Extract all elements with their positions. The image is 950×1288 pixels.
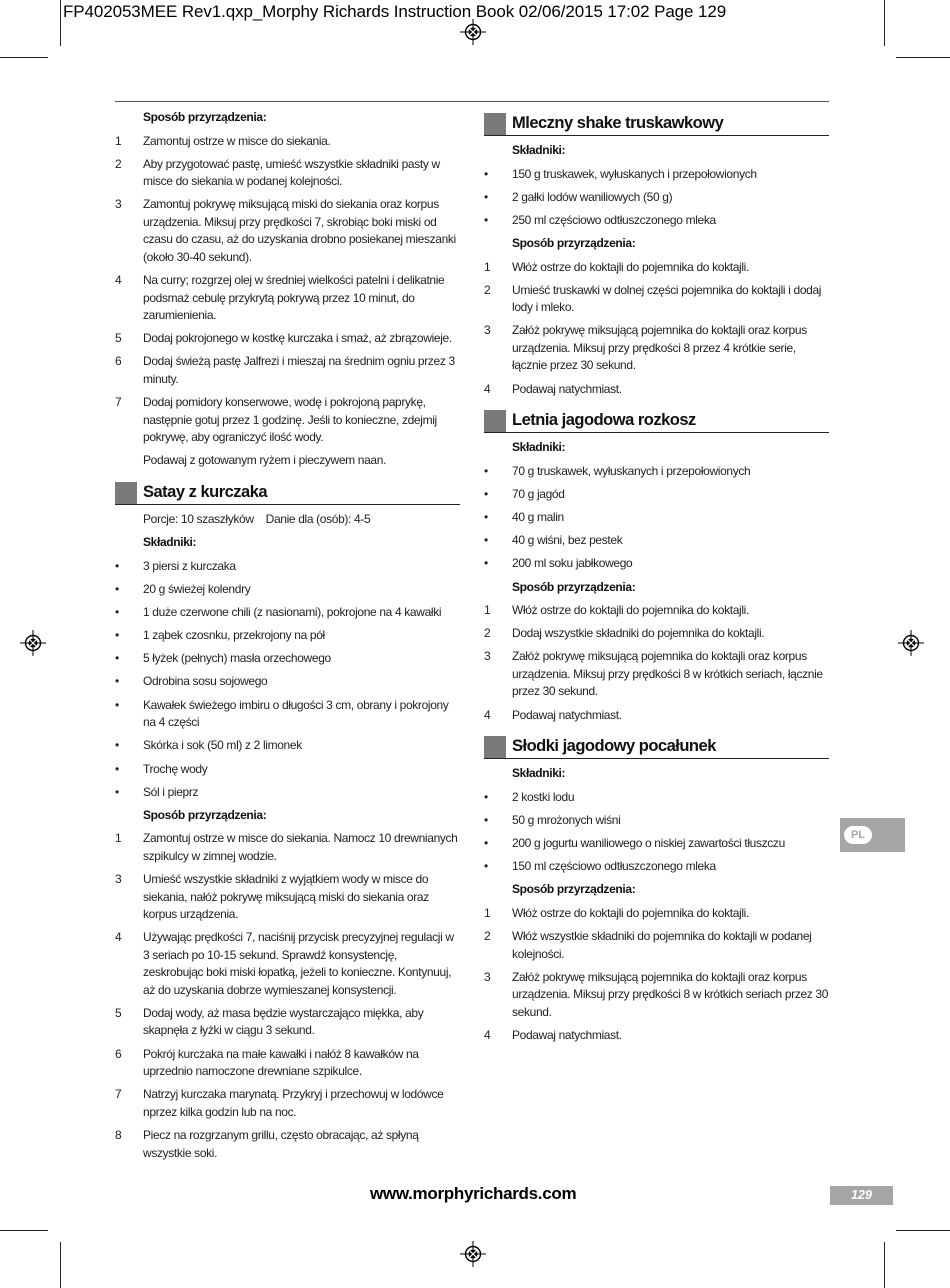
ingredient-text: 70 g truskawek, wyłuskanych i przepołowionych xyxy=(512,463,751,478)
step-text: Zamontuj pokrywę miksującą miski do siekania oraz korpus urządzenia. Miksuj przy prędkości 7, skrobiąc boki miski od czasu do czasu, aż do uzyskania drobno posiekanej mieszanki (około 30-40 sekund). xyxy=(143,197,456,264)
crop-mark xyxy=(884,1242,885,1288)
step-text: Włóż ostrze do koktajli do pojemnika do koktajli. xyxy=(512,905,749,920)
step-number: 4 xyxy=(115,930,122,945)
shake-steps xyxy=(484,259,829,399)
step-text: Dodaj pokrojonego w kostkę kurczaka i smaż, aż zbrązowieje. xyxy=(143,331,452,346)
method-heading: Sposób przyrządzenia: xyxy=(143,807,267,822)
ingredient-item xyxy=(484,835,829,853)
ingredients-heading: Składniki: xyxy=(143,535,197,549)
registration-mark-icon xyxy=(898,630,924,656)
footer-url: www.morphyrichards.com xyxy=(370,1184,577,1203)
left-column xyxy=(115,109,460,1168)
ingredient-text: 5 łyżek (pełnych) masła orzechowego xyxy=(143,651,331,666)
ingredient-item xyxy=(484,166,829,184)
crop-mark xyxy=(884,0,885,46)
section-title: Mleczny shake truskawkowy xyxy=(512,114,724,133)
ingredients-heading: Składniki: xyxy=(512,766,566,781)
bullet-icon: • xyxy=(115,628,119,643)
method-step xyxy=(115,1005,460,1040)
step-text: Włóż wszystkie składniki do pojemnika do koktajli w podanej kolejności. xyxy=(512,929,812,961)
method-step xyxy=(115,1046,460,1081)
section-marker xyxy=(484,736,506,758)
ingredient-text: 40 g malin xyxy=(512,510,564,524)
bullet-icon: • xyxy=(115,674,119,689)
step-text: Aby przygotować pastę, umieść wszystkie składniki pasty w misce do siekania w podanej kolejności. xyxy=(143,156,440,189)
section-marker xyxy=(484,410,506,432)
step-number: 7 xyxy=(115,395,122,410)
ingredient-text: 2 kostki lodu xyxy=(512,789,575,804)
step-number: 6 xyxy=(115,1046,122,1061)
step-number: 3 xyxy=(484,649,491,664)
method-heading: Sposób przyrządzenia: xyxy=(512,236,636,251)
crop-mark xyxy=(896,57,950,58)
portions-line: Porcje: 10 szaszłyków Danie dla (osób): 4-5 xyxy=(143,511,371,526)
step-number: 4 xyxy=(484,381,491,396)
ingredient-item xyxy=(484,858,829,876)
method-step xyxy=(484,928,829,963)
ingredient-item xyxy=(115,761,460,779)
ingredient-text: 20 g świeżej kolendry xyxy=(143,581,251,596)
bullet-icon: • xyxy=(484,189,488,204)
method-step xyxy=(115,1127,460,1162)
step-number: 4 xyxy=(484,1027,491,1042)
crop-mark xyxy=(60,0,61,46)
step-text: Piecz na rozgrzanym grillu, często obracając, aż spłyną wszystkie soki. xyxy=(143,1128,419,1160)
method-step xyxy=(115,156,460,191)
step-number: 4 xyxy=(115,273,122,288)
ingredient-text: Skórka i sok (50 ml) z 2 limonek xyxy=(143,738,302,753)
method-step xyxy=(115,353,460,388)
registration-mark-icon xyxy=(460,19,486,45)
method-step xyxy=(484,602,829,620)
curry-steps xyxy=(115,133,460,447)
step-number: 8 xyxy=(115,1128,122,1142)
step-text: Natrzyj kurczaka marynatą. Przykryj i przechowuj w lodówce nprzez kilka godzin lub na noc. xyxy=(143,1087,444,1119)
section-marker xyxy=(484,113,506,135)
ingredient-text: 50 g mrożonych wiśni xyxy=(512,812,621,827)
step-number: 1 xyxy=(484,905,491,920)
step-text: Na curry; rozgrzej olej w średniej wielkości patelni i delikatnie podsmaż cebulę przykrytą pokrywą przez 10 minut, do zarumienienia. xyxy=(143,273,445,323)
step-text: Załóż pokrywę miksującą pojemnika do koktajli oraz korpus urządzenia. Miksuj przy prędkości 8 przez 4 krótkie serie, łącznie przez 30 sekund. xyxy=(512,323,807,373)
ingredient-item xyxy=(115,627,460,645)
bullet-icon: • xyxy=(484,486,488,501)
step-number: 3 xyxy=(484,323,491,338)
step-number: 5 xyxy=(115,331,122,346)
method-step xyxy=(115,830,460,865)
method-step xyxy=(484,259,829,277)
ingredient-text: 150 ml częściowo odtłuszczonego mleka xyxy=(512,859,716,874)
method-step xyxy=(115,929,460,999)
bullet-icon: • xyxy=(115,581,119,596)
step-text: Załóż pokrywę miksującą pojemnika do koktajli oraz korpus urządzenia. Miksuj przy prędkości 8 w krótkich seriach przez 30 sekund. xyxy=(512,969,829,1019)
method-heading: Sposób przyrządzenia: xyxy=(143,110,267,124)
step-number: 3 xyxy=(115,197,122,212)
language-tab xyxy=(840,818,905,852)
ingredient-text: 1 ząbek czosnku, przekrojony na pół xyxy=(143,628,325,643)
step-number: 2 xyxy=(484,282,491,297)
bullet-icon: • xyxy=(484,212,488,227)
kiss-steps xyxy=(484,905,829,1045)
step-number: 1 xyxy=(484,603,491,618)
ingredient-item xyxy=(484,189,829,207)
step-text: Dodaj świeżą pastę Jalfrezi i mieszaj na średnim ogniu przez 3 minuty. xyxy=(143,354,455,386)
step-text: Dodaj wszystkie składniki do pojemnika do koktajli. xyxy=(512,626,765,641)
ingredient-text: 250 ml częściowo odtłuszczonego mleka xyxy=(512,212,716,227)
ingredient-text: 1 duże czerwone chili (z nasionami), pokrojone na 4 kawałki xyxy=(143,604,442,619)
registration-mark-icon xyxy=(460,1241,486,1267)
ingredients-heading: Składniki: xyxy=(512,440,566,455)
bullet-icon: • xyxy=(115,651,119,666)
summer-ingredients xyxy=(484,463,829,573)
bullet-icon: • xyxy=(484,533,488,548)
step-text: Dodaj wody, aż masa będzie wystarczająco miękka, aby skapnęła z łyżki w ciągu 3 sekund. xyxy=(143,1005,424,1038)
step-number: 2 xyxy=(484,626,491,641)
crop-mark xyxy=(60,1242,61,1288)
step-text: Używając prędkości 7, naciśnij przycisk precyzyjnej regulacji w 3 seriach po 10-15 sekund. Sprawdź konsystencję, zeskrobując boki miski łopatką, jeżeli to konieczne. Kontynuuj, aż do uzyskania dobrze wymieszanej konsystencji. xyxy=(143,930,454,997)
step-text: Załóż pokrywę miksującą pojemnika do koktajli oraz korpus urządzenia. Miksuj przy prędkości 8 w krótkich seriach, łącznie przez 30 sekund. xyxy=(512,649,823,699)
registration-mark-icon xyxy=(20,630,46,656)
step-text: Podawaj natychmiast. xyxy=(512,381,622,396)
method-heading: Sposób przyrządzenia: xyxy=(512,882,636,897)
ingredient-item xyxy=(115,558,460,576)
ingredient-text: 3 piersi z kurczaka xyxy=(143,558,236,573)
section-title: Słodki jagodowy pocałunek xyxy=(512,737,716,756)
step-text: Włóż ostrze do koktajli do pojemnika do koktajli. xyxy=(512,259,749,274)
bullet-icon: • xyxy=(115,761,119,776)
crop-mark xyxy=(896,1230,950,1231)
step-text: Podawaj natychmiast. xyxy=(512,1027,622,1042)
ingredient-item xyxy=(115,784,460,802)
ingredient-text: Sól i pieprz xyxy=(143,784,199,799)
bullet-icon: • xyxy=(484,510,488,524)
bullet-icon: • xyxy=(484,836,488,850)
step-text: Umieść wszystkie składniki z wyjątkiem wody w misce do siekania, nałóż pokrywę miksującą miski do siekania oraz korpus urządzenia. xyxy=(143,872,429,922)
satay-steps xyxy=(115,830,460,1162)
step-number: 3 xyxy=(115,872,122,887)
method-step xyxy=(484,1027,829,1045)
ingredient-item xyxy=(484,463,829,481)
ingredient-item xyxy=(484,486,829,504)
method-step xyxy=(484,648,829,701)
bullet-icon: • xyxy=(484,556,488,571)
ingredient-text: Trochę wody xyxy=(143,761,208,776)
crop-mark xyxy=(0,1230,48,1231)
step-number: 1 xyxy=(115,133,122,148)
ingredient-item xyxy=(115,581,460,599)
ingredient-item xyxy=(115,673,460,691)
step-number: 1 xyxy=(484,259,491,274)
summer-steps xyxy=(484,602,829,724)
section-title: Letnia jagodowa rozkosz xyxy=(512,411,696,430)
method-step xyxy=(484,282,829,317)
step-number: 4 xyxy=(484,707,491,722)
ingredient-text: 70 g jagód xyxy=(512,486,565,501)
step-number: 5 xyxy=(115,1005,122,1020)
step-text: Zamontuj ostrze w misce do siekania. xyxy=(143,133,331,148)
method-step xyxy=(115,871,460,924)
step-text: Podawaj natychmiast. xyxy=(512,707,622,722)
bullet-icon: • xyxy=(115,558,119,573)
step-number: 3 xyxy=(484,969,491,984)
method-step xyxy=(484,969,829,1022)
ingredient-item xyxy=(115,737,460,755)
ingredient-item xyxy=(484,532,829,550)
crop-mark xyxy=(0,57,48,58)
language-label: PL xyxy=(844,826,872,844)
step-text: Pokrój kurczaka na małe kawałki i nałóż 8 kawałków na uprzednio namoczone drewniane szpikulce. xyxy=(143,1046,419,1079)
method-step xyxy=(484,707,829,725)
method-step xyxy=(484,905,829,923)
ingredients-heading: Składniki: xyxy=(512,143,566,157)
method-step xyxy=(484,381,829,399)
ingredient-item xyxy=(115,650,460,668)
step-number: 2 xyxy=(115,156,122,171)
section-header-kiss xyxy=(484,736,829,759)
section-header-summer xyxy=(484,410,829,433)
step-number: 6 xyxy=(115,354,122,369)
method-step xyxy=(115,272,460,325)
page-number: 129 xyxy=(830,1186,893,1205)
section-marker xyxy=(115,482,137,504)
ingredient-item xyxy=(115,604,460,622)
ingredient-text: 200 ml soku jabłkowego xyxy=(512,556,633,571)
method-heading: Sposób przyrządzenia: xyxy=(512,579,636,594)
ingredient-text: 200 g jogurtu waniliowego o niskiej zawartości tłuszczu xyxy=(512,836,785,850)
ingredient-text: Odrobina sosu sojowego xyxy=(143,674,268,689)
bullet-icon: • xyxy=(484,859,488,874)
bullet-icon: • xyxy=(484,812,488,827)
step-text: Umieść truskawki w dolnej części pojemnika do koktajli i dodaj lody i mleko. xyxy=(512,282,822,315)
step-number: 2 xyxy=(484,929,491,944)
method-step xyxy=(484,625,829,643)
ingredient-text: 150 g truskawek, wyłuskanych i przepołowionych xyxy=(512,166,757,181)
bullet-icon: • xyxy=(115,604,119,619)
step-text: Dodaj pomidory konserwowe, wodę i pokrojoną paprykę, następnie gotuj przez 1 godzinę. Jeśli to konieczne, zdejmij pokrywę, aby ograniczyć ilość wody. xyxy=(143,395,437,445)
kiss-ingredients xyxy=(484,789,829,876)
satay-ingredients xyxy=(115,558,460,802)
method-step xyxy=(484,322,829,375)
file-slug: FP402053MEE Rev1.qxp_Morphy Richards Instruction Book 02/06/2015 17:02 Page 129 xyxy=(63,2,727,21)
method-step xyxy=(115,196,460,266)
bullet-icon: • xyxy=(484,789,488,804)
section-header-satay xyxy=(115,482,460,505)
step-number: 7 xyxy=(115,1087,122,1102)
shake-ingredients xyxy=(484,166,829,230)
bullet-icon: • xyxy=(484,166,488,181)
ingredient-item xyxy=(115,697,460,732)
step-text: Włóż ostrze do koktajli do pojemnika do koktajli. xyxy=(512,603,749,618)
ingredient-item xyxy=(484,212,829,230)
bullet-icon: • xyxy=(115,738,119,753)
bullet-icon: • xyxy=(115,697,119,712)
ingredient-item xyxy=(484,509,829,527)
step-text: Zamontuj ostrze w misce do siekania. Namocz 10 drewnianych szpikulcy w zimnej wodzie. xyxy=(143,831,458,863)
ingredient-item xyxy=(484,555,829,573)
ingredient-text: 2 gałki lodów waniliowych (50 g) xyxy=(512,189,673,204)
top-rule xyxy=(115,101,829,102)
method-step xyxy=(115,330,460,348)
method-step xyxy=(115,1086,460,1121)
step-number: 1 xyxy=(115,831,122,846)
ingredient-text: Kawałek świeżego imbiru o długości 3 cm, obrany i pokrojony na 4 części xyxy=(143,697,449,730)
ingredient-item xyxy=(484,789,829,807)
bullet-icon: • xyxy=(115,784,119,799)
serve-note: Podawaj z gotowanym ryżem i pieczywem naan. xyxy=(143,453,387,468)
right-column xyxy=(484,113,829,1050)
section-title: Satay z kurczaka xyxy=(143,483,268,502)
method-step xyxy=(115,133,460,151)
ingredient-item xyxy=(484,812,829,830)
bullet-icon: • xyxy=(484,463,488,478)
ingredient-text: 40 g wiśni, bez pestek xyxy=(512,533,623,548)
section-header-shake xyxy=(484,113,829,136)
method-step xyxy=(115,394,460,447)
